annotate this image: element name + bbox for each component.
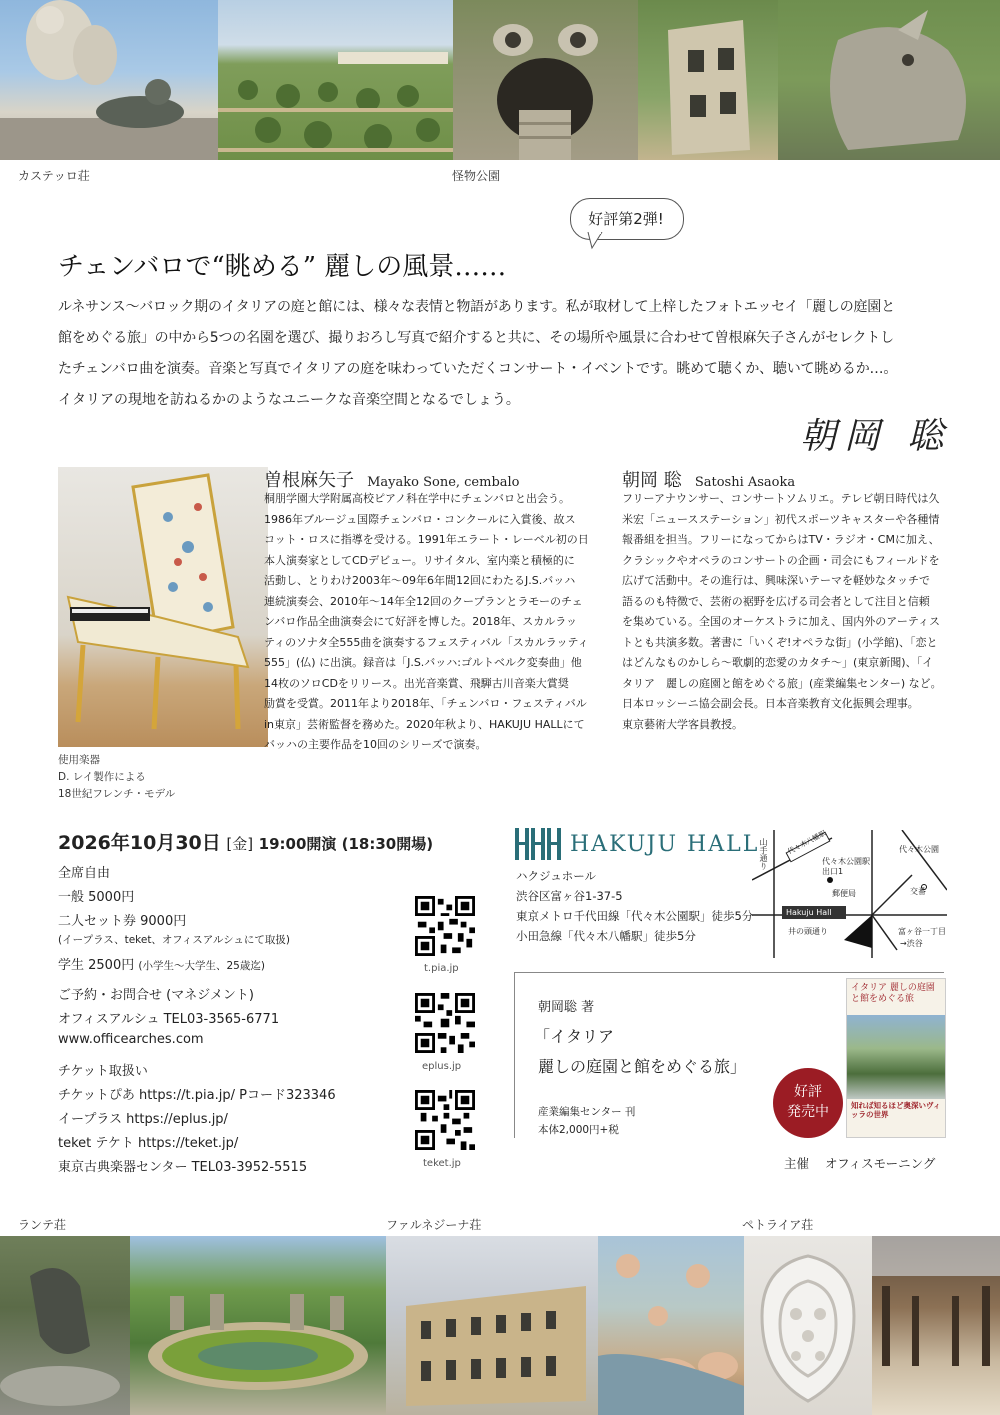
photo-leaning-house xyxy=(638,0,778,160)
map-post-office: 郵便局 xyxy=(832,889,856,898)
book-publisher: 産業編集センター 刊 xyxy=(538,1106,636,1118)
photo-farnesina-fresco xyxy=(598,1236,744,1415)
sone-bio-line: 桐朋学園大学附属高校ピアノ科在学中にチェンバロと出会う。 xyxy=(264,492,571,505)
photo-dragon-statue xyxy=(778,0,1000,160)
sone-bio xyxy=(264,489,604,756)
sone-bio-line: ンバロ作品全曲演奏会にて好評を博した。2018年、スカルラッ xyxy=(264,615,578,628)
headline-badge: 好評第2弾! xyxy=(588,210,664,228)
asaoka-bio-line: 米宏「ニュースステーション」初代スポーツキャスターや各種情 xyxy=(622,512,940,526)
qr-code-eplus[interactable] xyxy=(415,993,475,1053)
book-badge-text-1: 好評 xyxy=(794,1084,822,1100)
book-price: 本体2,000円+税 xyxy=(538,1124,619,1136)
event-time: 19:00開演 (18:30開場) xyxy=(258,835,434,853)
book-box-border-left xyxy=(514,972,515,1138)
organizer-label: 主催 xyxy=(784,1156,810,1171)
instrument-caption-line: 使用楽器 xyxy=(58,754,100,766)
event-datetime xyxy=(58,828,433,855)
qr-label-pia: t.pia.jp xyxy=(424,963,459,974)
outlet-eplus[interactable]: イープラス https://eplus.jp/ xyxy=(58,1112,228,1127)
sone-bio-line: 1986年ブルージュ国際チェンバロ・コンクールに入賞後、故ス xyxy=(264,512,576,526)
photo-harpsichord xyxy=(58,467,268,747)
caption-monster-park: 怪物公園 xyxy=(452,169,501,183)
asaoka-bio-line: フリーアナウンサー、コンサートソムリエ。テレビ朝日時代は久 xyxy=(622,492,940,505)
outlet-koten[interactable]: 東京古典楽器センター TEL03-3952-5515 xyxy=(58,1160,308,1175)
book-box-border xyxy=(514,972,944,973)
sone-bio-line: コット・ロスに指導を受ける。1991年エラート・レーベル初の日 xyxy=(264,533,589,546)
intro-line: 館をめぐる旅」の中から5つの名園を選び、撮りおろし写真で紹介すると共に、その場所や風景に合わせて曽根麻矢子さんがセレクトし xyxy=(58,330,894,346)
book-title-1: 「イタリア xyxy=(534,1027,615,1046)
seating: 全席自由 xyxy=(58,866,111,881)
photo-petraia-crest xyxy=(744,1236,872,1415)
asaoka-bio-line: はどんなものかしら〜歌劇的恋愛のカタチ〜」(東京新聞)、「イ xyxy=(622,656,934,669)
instrument-caption xyxy=(58,752,175,803)
organizer xyxy=(784,1154,935,1172)
map-exit: 出口1 xyxy=(822,867,844,876)
map-inokashira: 井の頭通り xyxy=(788,927,828,936)
caption-castello: カステッロ荘 xyxy=(18,169,90,183)
photo-lante-horse xyxy=(0,1236,130,1415)
instrument-caption-line: D. レイ製作による xyxy=(58,771,146,783)
outlets-title: チケット取扱い xyxy=(58,1064,148,1079)
photo-monster-mouth xyxy=(453,0,638,160)
asaoka-bio-line: 東京藝術大学客員教授。 xyxy=(622,717,743,731)
event-weekday: [金] xyxy=(226,835,254,853)
map-yoyogi-hachiman: 代々木八幡駅 xyxy=(786,829,828,856)
intro-line: ルネサンス〜バロック期のイタリアの庭と館には、様々な表情と物語があります。私が取材して上梓したフォトエッセイ「麗しの庭園と xyxy=(58,299,895,315)
asaoka-bio-line: 語るのも特徴で、芸術の裾野を広げる司会者として注目と信頼 xyxy=(622,594,930,608)
asaoka-bio-line: 報番組を担当。フリーになってからはTV・ラジオ・CMに加え、 xyxy=(622,533,940,546)
signature: 朝岡 聡 xyxy=(800,416,952,457)
contact-web[interactable]: www.officearches.com xyxy=(58,1032,204,1047)
sone-bio-line: 励賞を受賞。2011年より2018年、「チェンバロ・フェスティバル xyxy=(264,697,587,710)
map-tomigaya: 富ヶ谷一丁目 xyxy=(898,927,946,936)
price-student-note: (小学生〜大学生、25歳迄) xyxy=(138,960,265,972)
qr-code-teket[interactable] xyxy=(415,1090,475,1150)
bubble-tail xyxy=(586,232,606,250)
book-badge-text-2: 発売中 xyxy=(787,1104,829,1120)
book-cover xyxy=(846,978,946,1138)
book-cover-subtitle: 知れば知るほど奥深いヴィッラの世界 xyxy=(851,1101,941,1119)
photo-lante-pool xyxy=(130,1236,386,1415)
qr-label-eplus: eplus.jp xyxy=(422,1061,462,1072)
venue-info xyxy=(516,866,753,946)
caption-petraia: ペトライア荘 xyxy=(742,1218,814,1232)
intro-line: イタリアの現地を訪ねるかのようなユニークな音楽空間となるでしょう。 xyxy=(58,392,520,408)
map-yamate: 山手通り xyxy=(759,838,768,870)
map-yoyogi-koen-station: 代々木公園駅 xyxy=(822,857,870,866)
instrument-caption-line: 18世紀フレンチ・モデル xyxy=(58,788,176,800)
map-hall: Hakuju Hall xyxy=(786,908,832,917)
price-student-row xyxy=(58,954,265,973)
outlet-pia[interactable]: チケットぴあ https://t.pia.jp/ Pコード323346 xyxy=(58,1088,336,1103)
photo-farnesina-building xyxy=(386,1236,598,1415)
caption-farnesina: ファルネジーナ荘 xyxy=(386,1218,482,1232)
book-sale-badge xyxy=(773,1068,843,1138)
sone-bio-line: 連続演奏会、2010年〜14年全12回のクープランとラモーのチェ xyxy=(264,594,583,608)
contact-title: ご予約・お問合せ (マネジメント) xyxy=(58,988,254,1003)
asaoka-bio xyxy=(622,489,967,735)
headline-title: チェンバロで“眺める” 麗しの風景…… xyxy=(58,252,507,282)
qr-label-teket: teket.jp xyxy=(423,1158,461,1169)
asaoka-bio-line: トとも共演多数。著書に「いくぞ!オペラな街」(小学館)、「恋と xyxy=(622,635,938,649)
sone-bio-line: 本人演奏家としてCDデビュー。リサイタル、室内楽と積極的に xyxy=(264,553,575,567)
sone-bio-line: 活動し、とりわけ2003年〜09年6年間12回にわたるJ.S.バッハ xyxy=(264,574,576,587)
venue-access-1: 東京メトロ千代田線「代々木公園駅」徒歩5分 xyxy=(516,909,754,923)
price-student: 学生 2500円 xyxy=(58,958,135,973)
hakuju-logo-icon xyxy=(515,828,561,860)
map-shibuya: →渋谷 xyxy=(900,939,923,948)
price-pair-note: (イープラス、teket、オフィスアルシュにて取扱) xyxy=(58,934,290,946)
sone-bio-line: ティのソナタ全555曲を演奏するフェスティバル「スカルラッティ xyxy=(264,635,589,649)
price-pair: 二人セット券 9000円 xyxy=(58,914,187,929)
photo-castello-garden xyxy=(218,0,453,160)
organizer-name: オフィスモーニング xyxy=(825,1156,936,1171)
sone-bio-line: in東京」芸術監督を務めた。2020年秋より、HAKUJU HALLにて xyxy=(264,717,585,731)
asaoka-name-en: Satoshi Asaoka xyxy=(694,475,796,490)
venue-name: ハクジュホール xyxy=(516,869,597,883)
book-cover-photo xyxy=(847,1015,945,1099)
intro-text xyxy=(58,292,958,416)
sone-name-en: Mayako Sone, cembalo xyxy=(367,475,520,490)
contact-tel[interactable]: オフィスアルシュ TEL03-3565-6771 xyxy=(58,1012,280,1027)
map-police: 交番 xyxy=(910,887,926,896)
book-title-2: 麗しの庭園と館をめぐる旅」 xyxy=(538,1057,747,1076)
sone-bio-line: バッハの主要作品を10回のシリーズで演奏。 xyxy=(264,738,487,751)
venue-logo: HAKUJU HALL xyxy=(570,832,760,857)
access-map xyxy=(752,830,947,958)
asaoka-bio-line: 広げて活動中。その進行は、興味深いテーマを軽妙なタッチで xyxy=(622,574,930,587)
map-yoyogi-park: 代々木公園 xyxy=(899,845,939,854)
venue-address: 渋谷区富ヶ谷1-37-5 xyxy=(516,889,623,903)
photo-castello-statue xyxy=(0,0,218,160)
qr-code-pia[interactable] xyxy=(415,896,475,956)
sone-bio-line: 14枚のソロCDをリリース。出光音楽賞、飛騨古川音楽大賞奨 xyxy=(264,676,569,690)
asaoka-bio-line: を集めている。全国のオーケストラに加え、国内外のアーティス xyxy=(622,615,941,628)
sone-name-jp: 曽根麻矢子 xyxy=(264,470,354,491)
asaoka-bio-line: クラシックやオペラのコンサートの企画・司会にもフィールドを xyxy=(622,553,940,567)
venue-access-2: 小田急線「代々木八幡駅」徒歩5分 xyxy=(516,929,696,943)
book-cover-title: イタリア 麗しの庭園と館をめぐる旅 xyxy=(851,983,935,1004)
asaoka-bio-line: タリア 麗しの庭園と館をめぐる旅」(産業編集センター) など。 xyxy=(622,676,942,690)
outlet-teket[interactable]: teket テケト https://teket.jp/ xyxy=(58,1136,239,1151)
sone-bio-line: 555」(仏) に出演。録音は「J.S.バッハ:ゴルトベルク変奏曲」他 xyxy=(264,656,582,669)
price-general: 一般 5000円 xyxy=(58,890,135,905)
photo-petraia-courtyard xyxy=(872,1236,1000,1415)
intro-line: たチェンバロ曲を演奏。音楽と写真でイタリアの庭を味わっていただくコンサート・イベントです。眺めて聴くか、聴いて眺めるか…。 xyxy=(58,361,898,377)
asaoka-name-jp: 朝岡 聡 xyxy=(622,470,682,491)
caption-lante: ランテ荘 xyxy=(18,1218,67,1232)
book-author: 朝岡聡 著 xyxy=(538,1000,595,1015)
asaoka-bio-line: 日本ロッシーニ協会副会長。日本音楽教育文化振興会理事。 xyxy=(622,697,919,710)
event-date: 2026年10月30日 xyxy=(58,832,221,854)
